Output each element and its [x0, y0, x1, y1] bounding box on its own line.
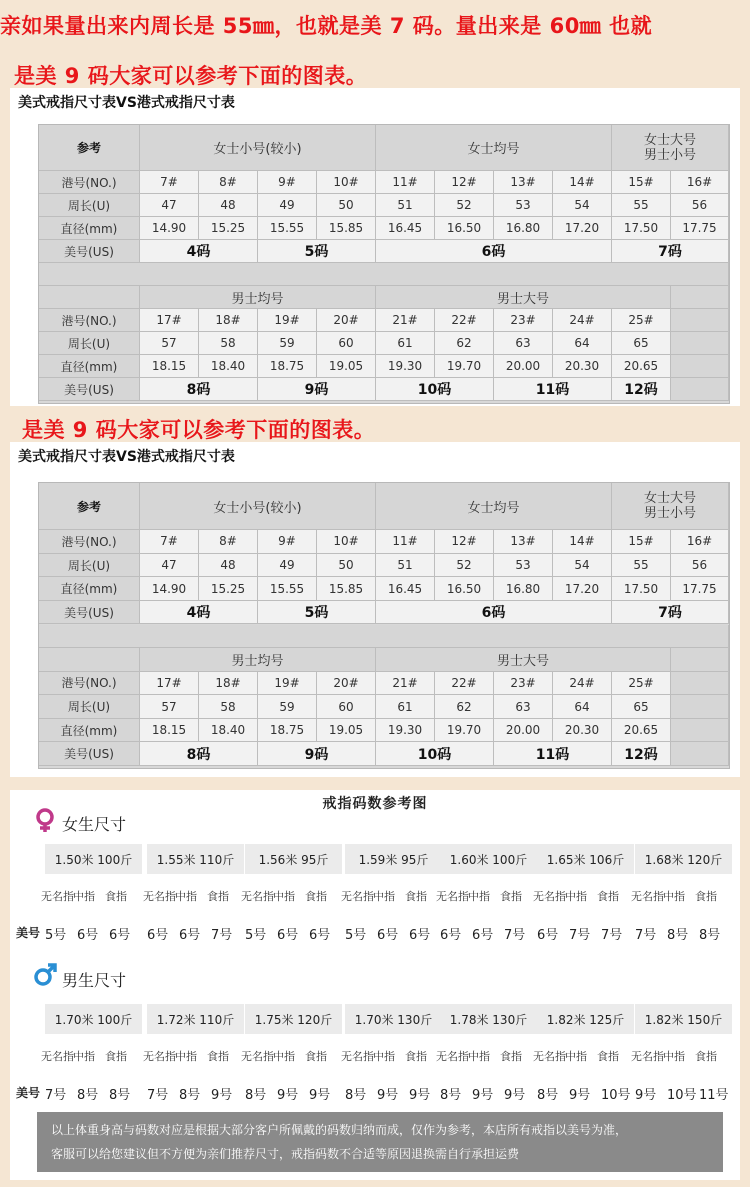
male-finger-label: 无名指 — [341, 1050, 374, 1063]
cell-circ: 47 — [140, 554, 199, 578]
female-finger-label: 食指 — [305, 890, 327, 903]
cell-dia: 18.75 — [258, 355, 317, 378]
us-size: 7码 — [612, 240, 729, 263]
female-finger-label: 无名指 — [631, 890, 664, 903]
male-finger-label: 中指 — [175, 1050, 197, 1063]
row-label-us: 美号(US) — [39, 240, 140, 263]
male-finger-label: 无名指 — [436, 1050, 469, 1063]
cell-hk: 20# — [317, 672, 376, 696]
table-title: 美式戒指尺寸表VS港式戒指尺寸表 — [18, 449, 235, 465]
cell-dia: 19.70 — [435, 719, 494, 743]
female-finger-label: 食指 — [500, 890, 522, 903]
male-finger-label: 食指 — [305, 1050, 327, 1063]
blank-cell — [671, 378, 729, 401]
cell-dia: 17.50 — [612, 217, 671, 240]
cell-hk: 19# — [258, 672, 317, 696]
female-ring-size: 5号 — [45, 928, 67, 943]
female-ring-size: 6号 — [409, 928, 431, 943]
cell-circ: 50 — [317, 554, 376, 578]
cell-dia: 16.80 — [494, 217, 553, 240]
cell-circ: 50 — [317, 194, 376, 217]
cell-hk: 16# — [671, 171, 729, 194]
male-symbol-icon — [32, 962, 58, 988]
cell-circ: 64 — [553, 695, 612, 719]
female-finger-label: 中指 — [273, 890, 295, 903]
cell-dia: 14.90 — [140, 577, 199, 601]
cell-hk: 11# — [376, 171, 435, 194]
male-finger-label: 中指 — [468, 1050, 490, 1063]
cell-circ: 59 — [258, 332, 317, 355]
cell-circ: 52 — [435, 554, 494, 578]
group-men-avg: 男士均号 — [140, 286, 376, 309]
cell-hk: 9# — [258, 530, 317, 554]
group-women-large-label: 女士大号 — [643, 132, 696, 148]
blank-cell — [671, 355, 729, 378]
size-table-2 — [38, 482, 730, 769]
cell-dia: 19.30 — [376, 355, 435, 378]
cell-circ: 61 — [376, 332, 435, 355]
cell-circ: 52 — [435, 194, 494, 217]
ref-header: 参考 — [39, 483, 140, 530]
cell-dia: 20.00 — [494, 355, 553, 378]
male-finger-label: 中指 — [73, 1050, 95, 1063]
cell-circ: 49 — [258, 194, 317, 217]
female-finger-label: 食指 — [405, 890, 427, 903]
header-line-3: 是美 9 码大家可以参考下面的图表。 — [22, 418, 376, 442]
us-size: 4码 — [140, 601, 258, 625]
blank-header — [671, 648, 729, 672]
cell-hk: 8# — [199, 530, 258, 554]
cell-hk: 10# — [317, 530, 376, 554]
cell-circ: 57 — [140, 332, 199, 355]
blank-header — [671, 286, 729, 309]
male-finger-label: 食指 — [105, 1050, 127, 1063]
male-body-metric: 1.70米 130斤 — [345, 1004, 442, 1034]
group-men-avg: 男士均号 — [140, 648, 376, 672]
cell-dia: 17.20 — [553, 217, 612, 240]
cell-hk: 19# — [258, 309, 317, 332]
cell-circ: 65 — [612, 695, 671, 719]
female-ring-size: 6号 — [377, 928, 399, 943]
cell-hk: 21# — [376, 672, 435, 696]
cell-hk: 23# — [494, 672, 553, 696]
cell-dia: 18.40 — [199, 719, 258, 743]
cell-hk: 23# — [494, 309, 553, 332]
female-ring-size: 6号 — [472, 928, 494, 943]
cell-hk: 21# — [376, 309, 435, 332]
cell-circ: 61 — [376, 695, 435, 719]
table-title: 美式戒指尺寸表VS港式戒指尺寸表 — [18, 95, 235, 111]
female-finger-label: 食指 — [105, 890, 127, 903]
male-ring-size: 11号 — [699, 1088, 729, 1103]
blank-cell — [671, 332, 729, 355]
row-label-hk: 港号(NO.) — [39, 171, 140, 194]
cell-circ: 65 — [612, 332, 671, 355]
cell-dia: 15.25 — [199, 217, 258, 240]
male-ring-size: 8号 — [109, 1088, 131, 1103]
cell-circ: 56 — [671, 194, 729, 217]
female-size-title: 女生尺寸 — [62, 815, 127, 834]
cell-hk: 15# — [612, 530, 671, 554]
header-line-1: 亲如果量出来内周长是 55㎜，也就是美 7 码。量出来是 60㎜ 也就 — [0, 14, 653, 38]
cell-circ: 53 — [494, 554, 553, 578]
row-label-hk: 港号(NO.) — [39, 672, 140, 696]
male-ring-size: 9号 — [504, 1088, 526, 1103]
cell-hk: 12# — [435, 171, 494, 194]
cell-dia: 15.85 — [317, 577, 376, 601]
cell-hk: 22# — [435, 672, 494, 696]
female-ring-size: 8号 — [699, 928, 721, 943]
reference-title: 戒指码数参考图 — [322, 796, 428, 812]
cell-dia: 15.55 — [258, 577, 317, 601]
cell-hk: 20# — [317, 309, 376, 332]
female-ring-size: 7号 — [504, 928, 526, 943]
female-us-label: 美号 — [16, 926, 41, 940]
cell-dia: 17.50 — [612, 577, 671, 601]
female-finger-label: 中指 — [468, 890, 490, 903]
cell-circ: 55 — [612, 554, 671, 578]
male-finger-label: 无名指 — [533, 1050, 566, 1063]
cell-hk: 18# — [199, 309, 258, 332]
group-men-large: 男士大号 — [376, 648, 671, 672]
us-size: 11码 — [494, 742, 612, 766]
female-ring-size: 7号 — [601, 928, 623, 943]
cell-dia: 15.85 — [317, 217, 376, 240]
male-ring-size: 9号 — [569, 1088, 591, 1103]
female-finger-label: 中指 — [565, 890, 587, 903]
note-line-2: 客服可以给您建议但不方便为亲们推荐尺寸，戒指码数不合适等原因退换需自行承担运费 — [51, 1147, 520, 1161]
cell-hk: 17# — [140, 309, 199, 332]
blank-cell — [671, 695, 729, 719]
row-label-circ: 周长(U) — [39, 695, 140, 719]
cell-hk: 12# — [435, 530, 494, 554]
cell-circ: 49 — [258, 554, 317, 578]
cell-dia: 18.75 — [258, 719, 317, 743]
table-spacer — [39, 625, 729, 649]
cell-circ: 58 — [199, 332, 258, 355]
cell-dia: 17.20 — [553, 577, 612, 601]
male-ring-size: 8号 — [179, 1088, 201, 1103]
row-label-us: 美号(US) — [39, 378, 140, 401]
female-body-metric: 1.55米 110斤 — [147, 844, 244, 874]
cell-circ: 47 — [140, 194, 199, 217]
size-table-panel-1 — [10, 88, 740, 406]
male-size-title: 男生尺寸 — [62, 971, 127, 990]
male-us-label: 美号 — [16, 1086, 41, 1100]
cell-hk: 15# — [612, 171, 671, 194]
blank-cell — [671, 742, 729, 766]
ref-header: 参考 — [39, 125, 140, 171]
cell-dia: 16.45 — [376, 217, 435, 240]
female-body-metric: 1.68米 120斤 — [635, 844, 732, 874]
disclaimer-note — [37, 1112, 723, 1172]
male-finger-label: 食指 — [500, 1050, 522, 1063]
cell-circ: 60 — [317, 695, 376, 719]
male-body-metric: 1.78米 130斤 — [440, 1004, 537, 1034]
male-ring-size: 8号 — [440, 1088, 462, 1103]
female-body-metric: 1.60米 100斤 — [440, 844, 537, 874]
group-women-small: 女士小号(较小) — [140, 483, 376, 530]
cell-dia: 20.65 — [612, 719, 671, 743]
male-ring-size: 9号 — [211, 1088, 233, 1103]
group-men-small-label: 男士小号 — [643, 506, 696, 522]
cell-dia: 20.65 — [612, 355, 671, 378]
female-ring-size: 7号 — [211, 928, 233, 943]
male-ring-size: 9号 — [277, 1088, 299, 1103]
female-finger-label: 无名指 — [241, 890, 274, 903]
us-size: 4码 — [140, 240, 258, 263]
male-finger-label: 中指 — [565, 1050, 587, 1063]
male-ring-size: 10号 — [601, 1088, 631, 1103]
cell-hk: 18# — [199, 672, 258, 696]
male-ring-size: 8号 — [77, 1088, 99, 1103]
cell-dia: 16.80 — [494, 577, 553, 601]
cell-circ: 62 — [435, 332, 494, 355]
female-finger-label: 食指 — [207, 890, 229, 903]
female-ring-size: 6号 — [309, 928, 331, 943]
blank-header — [39, 286, 140, 309]
female-ring-size: 6号 — [277, 928, 299, 943]
female-ring-size: 5号 — [245, 928, 267, 943]
us-size: 5码 — [258, 601, 376, 625]
female-finger-label: 中指 — [73, 890, 95, 903]
male-body-metric: 1.75米 120斤 — [245, 1004, 342, 1034]
male-body-metric: 1.72米 110斤 — [147, 1004, 244, 1034]
female-body-metric: 1.50米 100斤 — [45, 844, 142, 874]
female-finger-label: 中指 — [175, 890, 197, 903]
blank-cell — [671, 672, 729, 696]
row-label-circ: 周长(U) — [39, 332, 140, 355]
female-finger-label: 食指 — [597, 890, 619, 903]
female-ring-size: 7号 — [569, 928, 591, 943]
cell-circ: 54 — [553, 554, 612, 578]
row-label-dia: 直径(mm) — [39, 355, 140, 378]
cell-hk: 8# — [199, 171, 258, 194]
male-body-metric: 1.82米 125斤 — [537, 1004, 634, 1034]
us-size: 11码 — [494, 378, 612, 401]
cell-dia: 18.15 — [140, 355, 199, 378]
row-label-us: 美号(US) — [39, 601, 140, 625]
blank-header — [39, 648, 140, 672]
cell-circ: 51 — [376, 194, 435, 217]
female-symbol-icon — [32, 807, 58, 833]
male-finger-label: 无名指 — [241, 1050, 274, 1063]
male-ring-size: 7号 — [147, 1088, 169, 1103]
male-ring-size: 8号 — [245, 1088, 267, 1103]
cell-circ: 63 — [494, 332, 553, 355]
male-body-metric: 1.70米 100斤 — [45, 1004, 142, 1034]
row-label-dia: 直径(mm) — [39, 719, 140, 743]
cell-circ: 55 — [612, 194, 671, 217]
cell-circ: 48 — [199, 194, 258, 217]
cell-dia: 19.30 — [376, 719, 435, 743]
female-finger-label: 无名指 — [436, 890, 469, 903]
us-size: 6码 — [376, 240, 612, 263]
female-finger-label: 食指 — [695, 890, 717, 903]
cell-hk: 24# — [553, 309, 612, 332]
cell-hk: 24# — [553, 672, 612, 696]
cell-hk: 25# — [612, 309, 671, 332]
male-ring-size: 9号 — [309, 1088, 331, 1103]
group-women-small: 女士小号(较小) — [140, 125, 376, 171]
cell-dia: 17.75 — [671, 577, 729, 601]
male-ring-size: 8号 — [345, 1088, 367, 1103]
cell-hk: 13# — [494, 171, 553, 194]
cell-hk: 13# — [494, 530, 553, 554]
group-men-large: 男士大号 — [376, 286, 671, 309]
cell-hk: 9# — [258, 171, 317, 194]
female-finger-label: 无名指 — [341, 890, 374, 903]
female-finger-label: 无名指 — [533, 890, 566, 903]
cell-circ: 48 — [199, 554, 258, 578]
cell-hk: 7# — [140, 530, 199, 554]
group-women-large — [612, 125, 729, 171]
female-body-metric: 1.65米 106斤 — [537, 844, 634, 874]
us-size: 12码 — [612, 742, 671, 766]
cell-dia: 20.30 — [553, 719, 612, 743]
male-finger-label: 无名指 — [41, 1050, 74, 1063]
blank-cell — [671, 719, 729, 743]
female-ring-size: 7号 — [635, 928, 657, 943]
header-line-2: 是美 9 码大家可以参考下面的图表。 — [14, 64, 368, 88]
female-finger-label: 无名指 — [143, 890, 176, 903]
cell-dia: 20.30 — [553, 355, 612, 378]
us-size: 9码 — [258, 378, 376, 401]
male-finger-label: 无名指 — [631, 1050, 664, 1063]
group-women-large-label: 女士大号 — [643, 491, 696, 507]
table-spacer — [39, 263, 729, 286]
row-label-hk: 港号(NO.) — [39, 530, 140, 554]
male-finger-label: 无名指 — [143, 1050, 176, 1063]
row-label-circ: 周长(U) — [39, 554, 140, 578]
female-ring-size: 6号 — [440, 928, 462, 943]
cell-circ: 64 — [553, 332, 612, 355]
row-label-dia: 直径(mm) — [39, 217, 140, 240]
female-ring-size: 5号 — [345, 928, 367, 943]
male-finger-label: 中指 — [663, 1050, 685, 1063]
us-size: 6码 — [376, 601, 612, 625]
cell-hk: 11# — [376, 530, 435, 554]
female-body-metric: 1.59米 95斤 — [345, 844, 442, 874]
cell-circ: 54 — [553, 194, 612, 217]
cell-hk: 16# — [671, 530, 729, 554]
cell-dia: 16.50 — [435, 577, 494, 601]
male-ring-size: 9号 — [635, 1088, 657, 1103]
male-ring-size: 9号 — [472, 1088, 494, 1103]
note-line-1: 以上体重身高与码数对应是根据大部分客户所佩戴的码数归纳而成，仅作为参考，本店所有戒指以美号为准， — [51, 1123, 628, 1137]
cell-dia: 14.90 — [140, 217, 199, 240]
cell-hk: 17# — [140, 672, 199, 696]
us-size: 10码 — [376, 742, 494, 766]
male-finger-label: 中指 — [273, 1050, 295, 1063]
blank-cell — [671, 309, 729, 332]
cell-dia: 18.40 — [199, 355, 258, 378]
cell-dia: 16.45 — [376, 577, 435, 601]
male-ring-size: 10号 — [667, 1088, 697, 1103]
cell-circ: 63 — [494, 695, 553, 719]
cell-hk: 7# — [140, 171, 199, 194]
female-ring-size: 6号 — [109, 928, 131, 943]
male-finger-label: 中指 — [373, 1050, 395, 1063]
cell-circ: 58 — [199, 695, 258, 719]
cell-dia: 18.15 — [140, 719, 199, 743]
group-women-large — [612, 483, 729, 530]
cell-hk: 14# — [553, 171, 612, 194]
female-ring-size: 6号 — [179, 928, 201, 943]
male-finger-label: 食指 — [207, 1050, 229, 1063]
cell-dia: 15.25 — [199, 577, 258, 601]
row-label-us: 美号(US) — [39, 742, 140, 766]
size-table-panel-2 — [10, 442, 740, 777]
female-ring-size: 6号 — [537, 928, 559, 943]
us-size: 9码 — [258, 742, 376, 766]
cell-circ: 56 — [671, 554, 729, 578]
cell-hk: 22# — [435, 309, 494, 332]
male-body-metric: 1.82米 150斤 — [635, 1004, 732, 1034]
group-women-avg: 女士均号 — [376, 125, 612, 171]
cell-circ: 62 — [435, 695, 494, 719]
female-finger-label: 中指 — [373, 890, 395, 903]
cell-dia: 16.50 — [435, 217, 494, 240]
cell-circ: 53 — [494, 194, 553, 217]
cell-dia: 19.05 — [317, 719, 376, 743]
female-ring-size: 8号 — [667, 928, 689, 943]
us-size: 10码 — [376, 378, 494, 401]
cell-circ: 57 — [140, 695, 199, 719]
male-finger-label: 食指 — [695, 1050, 717, 1063]
us-size: 8码 — [140, 378, 258, 401]
male-ring-size: 9号 — [377, 1088, 399, 1103]
row-label-dia: 直径(mm) — [39, 577, 140, 601]
cell-circ: 59 — [258, 695, 317, 719]
us-size: 7码 — [612, 601, 729, 625]
size-table-1 — [38, 124, 730, 404]
male-ring-size: 9号 — [409, 1088, 431, 1103]
male-finger-label: 食指 — [405, 1050, 427, 1063]
cell-hk: 10# — [317, 171, 376, 194]
cell-dia: 19.05 — [317, 355, 376, 378]
male-finger-label: 食指 — [597, 1050, 619, 1063]
group-men-small-label: 男士小号 — [643, 147, 696, 163]
male-ring-size: 8号 — [537, 1088, 559, 1103]
female-ring-size: 6号 — [77, 928, 99, 943]
cell-dia: 19.70 — [435, 355, 494, 378]
cell-dia: 20.00 — [494, 719, 553, 743]
male-ring-size: 7号 — [45, 1088, 67, 1103]
cell-dia: 15.55 — [258, 217, 317, 240]
cell-dia: 17.75 — [671, 217, 729, 240]
cell-hk: 25# — [612, 672, 671, 696]
female-finger-label: 中指 — [663, 890, 685, 903]
female-body-metric: 1.56米 95斤 — [245, 844, 342, 874]
us-size: 5码 — [258, 240, 376, 263]
row-label-circ: 周长(U) — [39, 194, 140, 217]
female-finger-label: 无名指 — [41, 890, 74, 903]
row-label-hk: 港号(NO.) — [39, 309, 140, 332]
us-size: 12码 — [612, 378, 671, 401]
cell-circ: 51 — [376, 554, 435, 578]
cell-hk: 14# — [553, 530, 612, 554]
group-women-avg: 女士均号 — [376, 483, 612, 530]
us-size: 8码 — [140, 742, 258, 766]
female-ring-size: 6号 — [147, 928, 169, 943]
cell-circ: 60 — [317, 332, 376, 355]
